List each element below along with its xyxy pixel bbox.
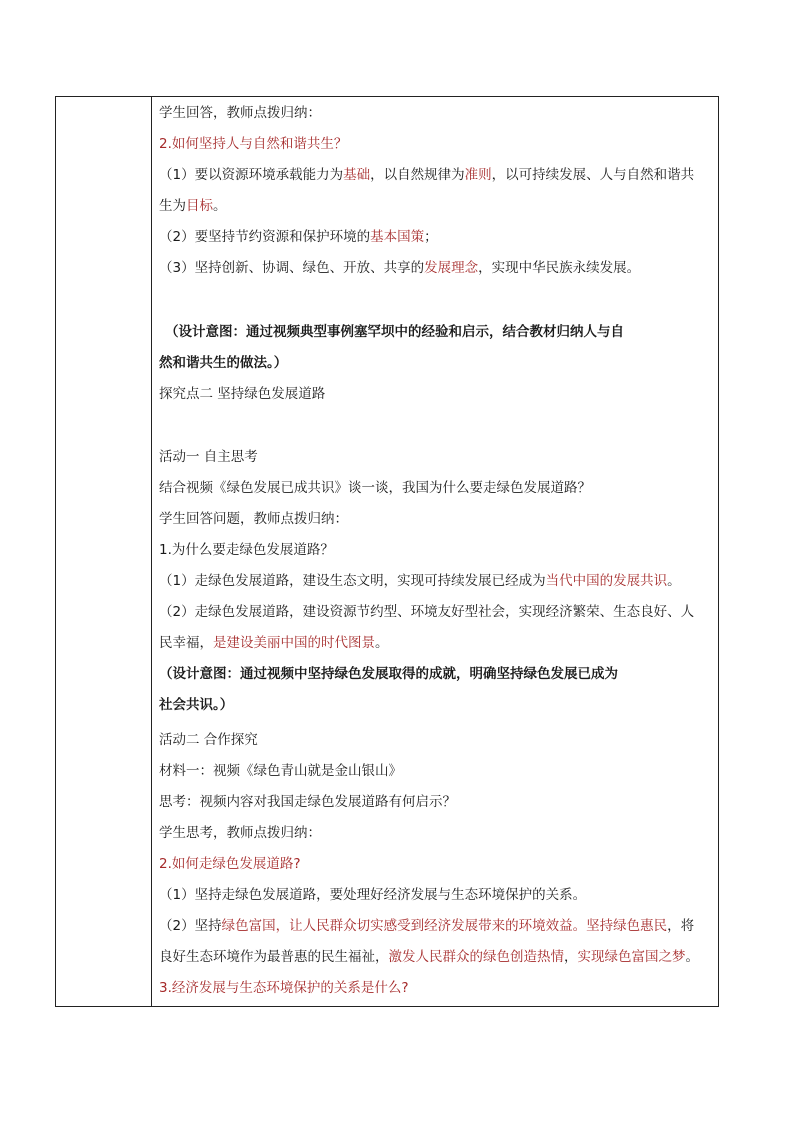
keyword-highlight: 基础 bbox=[343, 167, 371, 183]
text-run: 1.为什么要走绿色发展道路？ bbox=[159, 542, 334, 558]
text-run: 探究点二 坚持绿色发展道路 bbox=[159, 386, 326, 402]
question-heading bbox=[159, 540, 334, 560]
text-run: 民幸福， bbox=[159, 635, 213, 651]
table-left-column bbox=[56, 97, 152, 1006]
text-run: 活动二 合作探究 bbox=[159, 732, 258, 748]
keyword-highlight: 激发人民群众的绿色创造热情 bbox=[388, 949, 564, 965]
text-run: ，以可持续发展、人与自然和谐共 bbox=[491, 167, 695, 183]
keyword-highlight: 目标 bbox=[186, 198, 213, 214]
text-run: （3）坚持创新、协调、绿色、开放、共享的 bbox=[159, 260, 425, 276]
text-run: 活动一 自主思考 bbox=[159, 449, 258, 465]
design-intent-note bbox=[159, 695, 233, 715]
text-run: （2）走绿色发展道路，建设资源节约型、环境友好型社会，实现经济繁荣、生态良好、人 bbox=[159, 604, 695, 620]
text-line bbox=[159, 947, 699, 967]
keyword-highlight: 发展理念 bbox=[424, 260, 479, 276]
design-intent-note bbox=[165, 322, 624, 342]
section-heading bbox=[159, 384, 325, 404]
text-run: 结合视频《绿色发展已成共识》谈一谈，我国为什么要走绿色发展道路？ bbox=[159, 480, 591, 496]
text-line bbox=[159, 761, 402, 781]
text-line bbox=[159, 258, 640, 278]
text-run: ，将 bbox=[667, 918, 695, 934]
text-run: ， bbox=[564, 949, 578, 965]
text-run: （2）要坚持节约资源和保护环境的 bbox=[159, 229, 371, 245]
text-run: 。 bbox=[213, 198, 227, 214]
keyword-highlight: 准则 bbox=[464, 167, 492, 183]
text-line bbox=[159, 478, 591, 498]
text-run: ，以自然规律为 bbox=[370, 167, 465, 183]
keyword-highlight: 绿色富国，让人民群众切实感受到经济发展带来的环境效益。坚持绿色惠民 bbox=[221, 918, 668, 934]
text-run: 思考：视频内容对我国走绿色发展道路有何启示？ bbox=[159, 794, 456, 810]
lesson-table bbox=[55, 96, 719, 1007]
design-intent-note bbox=[159, 353, 287, 373]
question-heading bbox=[159, 978, 409, 998]
text-line bbox=[159, 227, 438, 247]
text-run: 然和谐共生的做法。） bbox=[159, 355, 288, 371]
keyword-highlight: 当代中国的发展共识 bbox=[545, 573, 668, 589]
text-line bbox=[159, 916, 694, 936]
text-run: 。 bbox=[667, 573, 681, 589]
text-run: 良好生态环境作为最普惠的民生福祉， bbox=[159, 949, 389, 965]
text-line bbox=[159, 196, 227, 216]
text-run: 生为 bbox=[159, 198, 186, 214]
text-run: ； bbox=[424, 229, 438, 245]
text-run: 学生思考，教师点拨归纳： bbox=[159, 825, 321, 841]
text-run: 。 bbox=[375, 635, 389, 651]
keyword-highlight: 实现绿色富国之梦 bbox=[577, 949, 686, 965]
text-line bbox=[159, 165, 694, 185]
text-run: 2.如何坚持人与自然和谐共生？ bbox=[159, 136, 348, 152]
text-line bbox=[159, 885, 586, 905]
text-run: 3.经济发展与生态环境保护的关系是什么? bbox=[159, 980, 409, 996]
activity-heading bbox=[159, 447, 258, 467]
text-run: （2）坚持 bbox=[159, 918, 222, 934]
text-line bbox=[159, 103, 321, 123]
text-run: 社会共识。） bbox=[159, 697, 234, 713]
design-intent-note bbox=[159, 664, 618, 684]
keyword-highlight: 是建设美丽中国的时代图景 bbox=[213, 635, 375, 651]
text-line bbox=[159, 823, 321, 843]
text-line bbox=[159, 792, 456, 812]
text-run: （1）要以资源环境承载能力为 bbox=[159, 167, 344, 183]
text-run: （设计意图：通过视频典型事例塞罕坝中的经验和启示，结合教材归纳人与自 bbox=[165, 324, 624, 340]
text-run: （设计意图：通过视频中坚持绿色发展取得的成就，明确坚持绿色发展已成为 bbox=[159, 666, 618, 682]
text-line bbox=[159, 633, 389, 653]
text-line bbox=[159, 509, 348, 529]
text-run: 。 bbox=[685, 949, 699, 965]
keyword-highlight: 基本国策 bbox=[370, 229, 425, 245]
question-heading bbox=[159, 134, 347, 154]
text-run: 学生回答，教师点拨归纳： bbox=[159, 105, 321, 121]
text-run: （1）走绿色发展道路，建设生态文明，实现可持续发展已经成为 bbox=[159, 573, 546, 589]
text-run: （1）坚持走绿色发展道路，要处理好经济发展与生态环境保护的关系。 bbox=[159, 887, 587, 903]
text-line bbox=[159, 602, 694, 622]
text-run: 2.如何走绿色发展道路? bbox=[159, 856, 301, 872]
text-run: 材料一：视频《绿色青山就是金山银山》 bbox=[159, 763, 402, 779]
question-heading bbox=[159, 854, 301, 874]
activity-heading bbox=[159, 730, 258, 750]
text-line bbox=[159, 571, 681, 591]
text-run: 学生回答问题，教师点拨归纳： bbox=[159, 511, 348, 527]
text-run: ，实现中华民族永续发展。 bbox=[478, 260, 641, 276]
